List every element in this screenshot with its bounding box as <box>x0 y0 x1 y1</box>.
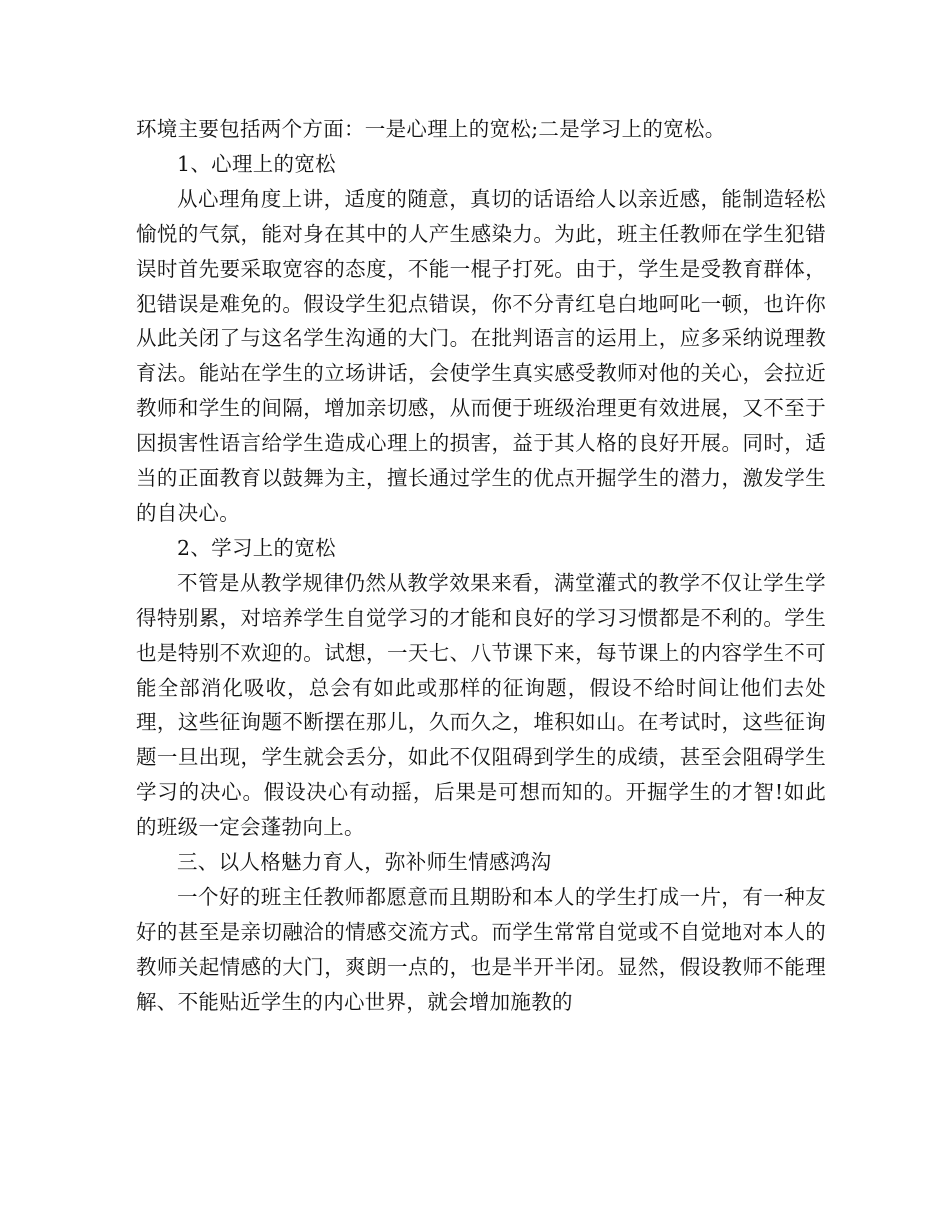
heading-learning-ease: 2、学习上的宽松 <box>177 535 336 560</box>
document-body <box>136 112 826 1020</box>
heading-section-three: 三、以人格魅力育人，弥补师生情感鸿沟 <box>177 850 552 875</box>
paragraph-learning-ease: 不管是从教学规律仍然从教学效果来看，满堂灌式的教学不仅让学生学得特别累，对培养学生自觉学习的才能和良好的学习习惯都是不利的。学生也是特别不欢迎的。试想，一天七、八节课下来，每节课上的内容学生不可能全部消化吸收，总会有如此或那样的征询题，假设不给时间让他们去处理，这些征询题不断摆在那儿，久而久之，堆积如山。在考试时，这些征询题一旦出现，学生就会丢分，如此不仅阻碍到学生的成绩，甚至会阻碍学生学习的决心。假设决心有动摇，后果是可想而知的。开掘学生的才智!如此的班级一定会蓬勃向上。 <box>136 570 826 840</box>
heading-psychological-ease: 1、心理上的宽松 <box>177 151 336 176</box>
paragraph-psychological-ease: 从心理角度上讲，适度的随意，真切的话语给人以亲近感，能制造轻松愉悦的气氛，能对身在其中的人产生感染力。为此，班主任教师在学生犯错误时首先要采取宽容的态度，不能一棍子打死。由于，学生是受教育群体，犯错误是难免的。假设学生犯点错误，你不分青红皂白地呵叱一顿，也许你从此关闭了与这名学生沟通的大门。在批判语言的运用上，应多采纳说理教育法。能站在学生的立场讲话，会使学生真实感受教师对他的关心，会拉近教师和学生的间隔，增加亲切感，从而便于班级治理更有效进展，又不至于因损害性语言给学生造成心理上的损害，益于其人格的良好开展。同时，适当的正面教育以鼓舞为主，擅长通过学生的优点开掘学生的潜力，激发学生的自决心。 <box>136 186 826 525</box>
paragraph-intro: 环境主要包括两个方面：一是心理上的宽松;二是学习上的宽松。 <box>136 117 726 141</box>
paragraph-section-three: 一个好的班主任教师都愿意而且期盼和本人的学生打成一片，有一种友好的甚至是亲切融洽的情感交流方式。而学生常常自觉或不自觉地对本人的教师关起情感的大门，爽朗一点的，也是半开半闭。显然，假设教师不能理解、不能贴近学生的内心世界，就会增加施教的 <box>136 884 826 1014</box>
